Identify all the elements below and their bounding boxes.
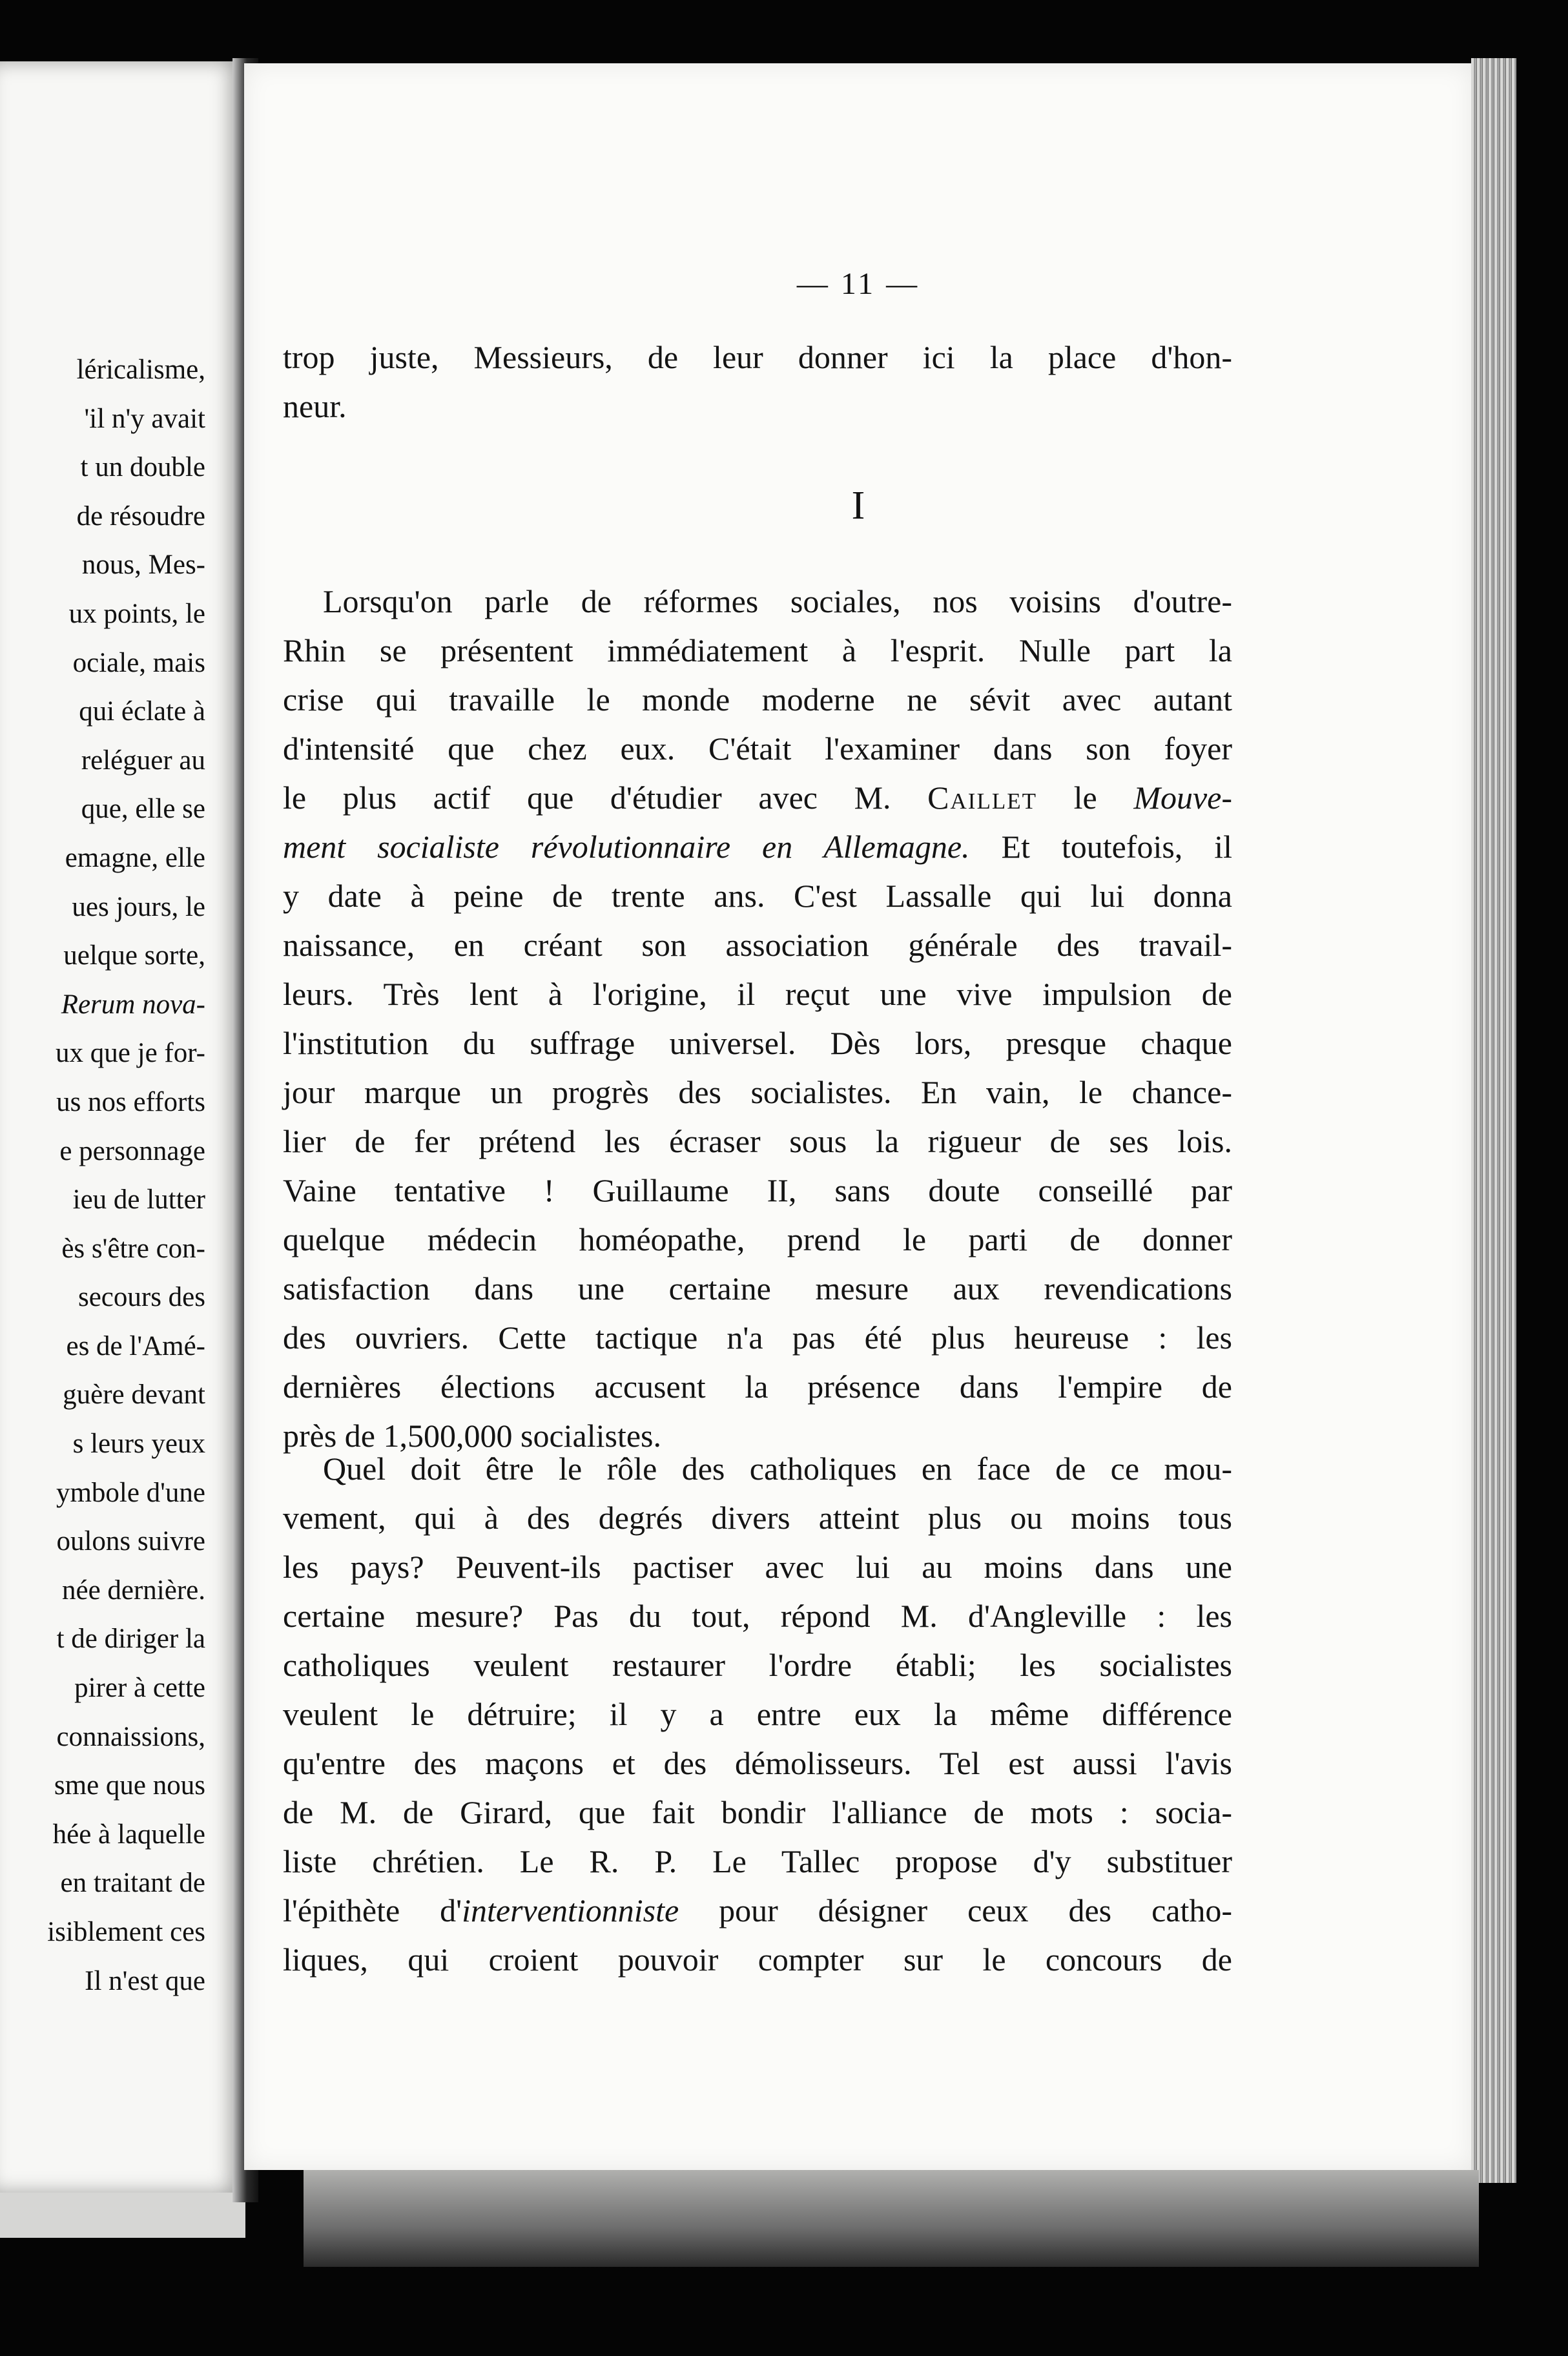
text-segment: le: [1073, 780, 1097, 816]
text-line: les pays? Peuvent-ils pactiser avec lui au moins dans une: [283, 1549, 1232, 1585]
left-line: de résoudre: [76, 501, 205, 532]
text-line: liques, qui croient pouvoir compter sur le concours de: [283, 1941, 1232, 1978]
left-line: ociale, mais: [72, 647, 205, 678]
text-line: des ouvriers. Cette tactique n'a pas été plus heureuse : les: [283, 1319, 1232, 1356]
text-line: vement, qui à des degrés divers atteint plus ou moins tous: [283, 1500, 1232, 1536]
text-segment: l'épithète d': [283, 1892, 462, 1928]
author-name: Caillet: [927, 780, 1037, 816]
left-line: e personnage: [59, 1135, 205, 1166]
page-bottom-edge: [304, 2170, 1479, 2267]
text-line: [283, 1886, 1232, 1935]
paragraph-2: [283, 1444, 1232, 1984]
text-line: dernières élections accusent la présence dans l'empire de: [283, 1369, 1232, 1405]
left-line: ues jours, le: [72, 891, 205, 922]
left-line: Rerum nova-: [61, 989, 205, 1020]
left-line: ux que je for-: [56, 1038, 205, 1069]
book-title-part: ment socialiste révolutionnaire en Allemagne.: [283, 829, 970, 865]
text-line: [283, 773, 1232, 822]
left-line: secours des: [77, 1282, 205, 1313]
text-line: jour marque un progrès des socialistes. En vain, le chance-: [283, 1074, 1232, 1110]
page-edge-stack: [1471, 58, 1516, 2183]
left-line: us nos efforts: [56, 1086, 205, 1117]
left-line: que, elle se: [81, 794, 205, 825]
left-line: ymbole d'une: [56, 1477, 205, 1508]
text-line: Rhin se présentent immédiatement à l'esprit. Nulle part la: [283, 632, 1232, 668]
left-line: s leurs yeux: [72, 1429, 205, 1460]
left-line: née dernière.: [61, 1575, 205, 1606]
left-line: ux points, le: [68, 598, 205, 629]
section-heading: I: [851, 484, 865, 528]
left-line: Il n'est que: [85, 1965, 205, 1996]
left-line: ieu de lutter: [72, 1184, 205, 1215]
left-line: en traitant de: [60, 1868, 205, 1899]
left-line: sme que nous: [54, 1770, 205, 1801]
text-line: qu'entre des maçons et des démolisseurs. Tel est aussi l'avis: [283, 1745, 1232, 1781]
text-line: y date à peine de trente ans. C'est Lassalle qui lui donna: [283, 878, 1232, 914]
paragraph-1: [283, 577, 1232, 1460]
text-line: liste chrétien. Le R. P. Le Tallec propose d'y substituer: [283, 1843, 1232, 1879]
text-line: Quel doit être le rôle des catholiques en face de ce mou-: [323, 1451, 1232, 1487]
left-line: reléguer au: [81, 745, 205, 776]
left-line: uelque sorte,: [63, 940, 205, 971]
page-number: — 11 —: [796, 267, 920, 301]
left-page-bottom-edge: [0, 2193, 245, 2238]
left-page-text: [0, 346, 205, 2005]
text-line: naissance, en créant son association générale des travail-: [283, 927, 1232, 963]
text-line: d'intensité que chez eux. C'était l'examiner dans son foyer: [283, 730, 1232, 767]
text-segment: le plus actif que d'étudier avec M.: [283, 780, 891, 816]
text-line: lier de fer prétend les écraser sous la rigueur de ses lois.: [283, 1123, 1232, 1159]
text-line: satisfaction dans une certaine mesure aux revendications: [283, 1270, 1232, 1307]
left-line: 'il n'y avait: [84, 403, 205, 434]
left-line: pirer à cette: [74, 1673, 205, 1704]
left-line: emagne, elle: [65, 842, 205, 873]
text-line: l'institution du suffrage universel. Dès lors, presque chaque: [283, 1025, 1232, 1061]
left-line: t un double: [80, 452, 205, 483]
text-line: neur.: [283, 388, 347, 424]
text-segment: Et toutefois, il: [1001, 829, 1232, 865]
left-line: qui éclate à: [79, 696, 205, 727]
left-line: guère devant: [63, 1380, 205, 1410]
left-line: nous, Mes-: [81, 550, 205, 581]
left-line: t de diriger la: [56, 1624, 205, 1655]
left-page: [0, 61, 242, 2193]
left-line: léricalisme,: [76, 355, 205, 385]
left-line: ès s'être con-: [61, 1233, 205, 1264]
text-line: crise qui travaille le monde moderne ne sévit avec autant: [283, 681, 1232, 718]
left-line: oulons suivre: [56, 1526, 205, 1557]
text-line: près de 1,500,000 socialistes.: [283, 1418, 662, 1454]
emphasized-term: interventionniste: [462, 1892, 679, 1928]
left-line: connaissions,: [56, 1721, 205, 1752]
text-line: catholiques veulent restaurer l'ordre établi; les socialistes: [283, 1647, 1232, 1683]
text-segment: pour désigner ceux des catho-: [719, 1892, 1232, 1928]
left-line: es de l'Amé-: [66, 1330, 205, 1361]
left-line: hée à laquelle: [52, 1819, 205, 1850]
text-line: certaine mesure? Pas du tout, répond M. d'Angleville : les: [283, 1598, 1232, 1634]
text-line: Lorsqu'on parle de réformes sociales, nos voisins d'outre-: [323, 583, 1232, 619]
text-line: quelque médecin homéopathe, prend le parti de donner: [283, 1221, 1232, 1257]
text-line: Vaine tentative ! Guillaume II, sans doute conseillé par: [283, 1172, 1232, 1208]
text-line: veulent le détruire; il y a entre eux la même différence: [283, 1696, 1232, 1732]
text-line: leurs. Très lent à l'origine, il reçut une vive impulsion de: [283, 976, 1232, 1012]
text-line: [283, 822, 1232, 871]
text-line: de M. de Girard, que fait bondir l'alliance de mots : socia-: [283, 1794, 1232, 1830]
intro-paragraph: [283, 333, 1232, 431]
left-line: isiblement ces: [47, 1917, 205, 1947]
text-line: trop juste, Messieurs, de leur donner ici la place d'hon-: [283, 339, 1232, 375]
book-title-part: Mouve-: [1133, 780, 1233, 816]
